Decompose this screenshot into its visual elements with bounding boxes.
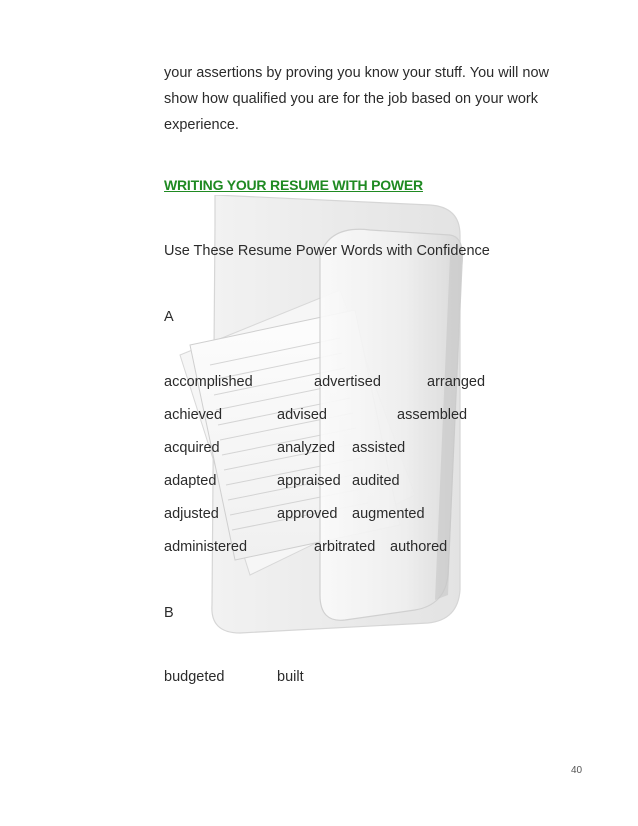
power-word: adjusted	[164, 506, 219, 522]
letter-a-heading: A	[164, 309, 174, 325]
power-word: audited	[352, 473, 400, 489]
power-word: acquired	[164, 440, 220, 456]
page-number: 40	[571, 765, 583, 776]
power-word: assembled	[397, 407, 468, 423]
power-word: arranged	[427, 374, 486, 390]
section-heading: WRITING YOUR RESUME WITH POWER	[164, 177, 423, 193]
power-word: achieved	[164, 407, 223, 423]
power-word: augmented	[352, 506, 425, 522]
power-word: advised	[277, 407, 327, 423]
power-word: accomplished	[164, 374, 253, 390]
letter-b-heading: B	[164, 605, 174, 621]
body-line-2: show how qualified you are for the job based on your work	[164, 91, 538, 107]
body-line-1: your assertions by proving you know your stuff. You will now	[164, 65, 549, 81]
power-word: adapted	[164, 473, 217, 489]
power-word: advertised	[314, 374, 381, 390]
body-line-3: experience.	[164, 117, 239, 133]
subheading: Use These Resume Power Words with Confidence	[164, 243, 490, 259]
power-word: authored	[390, 539, 448, 555]
power-word: appraised	[277, 473, 341, 489]
power-word: arbitrated	[314, 539, 376, 555]
power-word: budgeted	[164, 669, 225, 685]
power-word: approved	[277, 506, 338, 522]
power-word: analyzed	[277, 440, 336, 456]
power-word: assisted	[352, 440, 406, 456]
power-word: administered	[164, 539, 248, 555]
power-word: built	[277, 669, 304, 685]
